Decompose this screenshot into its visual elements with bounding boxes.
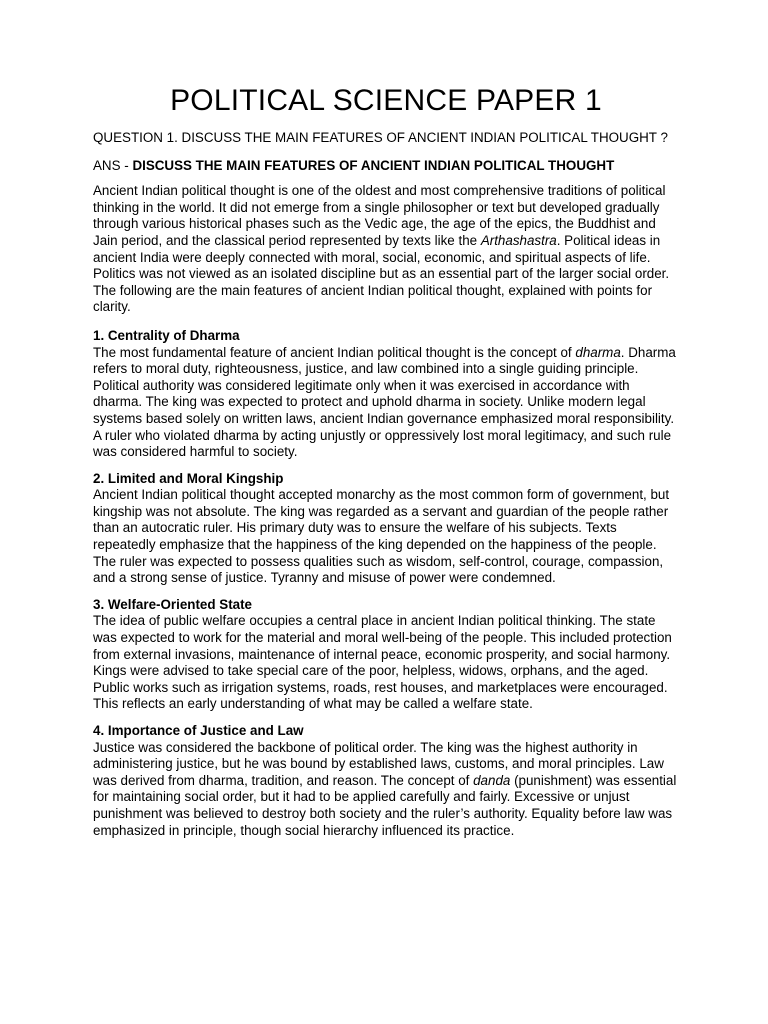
section-heading: 2. Limited and Moral Kingship: [93, 470, 284, 486]
section-body: [93, 740, 679, 840]
answer-prefix: ANS -: [93, 157, 133, 173]
page-title: POLITICAL SCIENCE PAPER 1: [170, 84, 602, 117]
answer-heading-line: [93, 158, 679, 175]
section-kingship: [93, 471, 679, 587]
section-heading: 1. Centrality of Dharma: [93, 327, 240, 343]
document-page: [93, 84, 679, 849]
intro-italic-term: Arthashastra: [480, 232, 557, 248]
section-welfare-state: [93, 597, 679, 713]
section-text-part2: (punishment) was essential for maintaining social order, but it had to be applied carefully and fairly. Excessive or unjust punishment was believed to destroy both society and the ruler’s authority. Equality before law was emphasized in principle, though social hierarchy influenced its practice.: [93, 772, 677, 838]
section-text-part1: The most fundamental feature of ancient Indian political thought is the concept of: [93, 344, 576, 360]
intro-text-part2: . Political ideas in ancient India were deeply connected with moral, social, economic, and spiritual aspects of life. Politics was not viewed as an isolated discipline but as an essential part of the larger social order. The following are the main features of ancient Indian political thought, explained with points for clarity.: [93, 232, 670, 315]
intro-text-part1: Ancient Indian political thought is one of the oldest and most comprehensive traditions of political thinking in the world. It did not emerge from a single philosopher or text but developed gradually through various historical phases such as the Vedic age, the age of the epics, the Buddhist and Jain period, and the classical period represented by texts like the: [93, 183, 666, 248]
section-justice-law: [93, 723, 679, 839]
question-text: QUESTION 1. DISCUSS THE MAIN FEATURES OF ANCIENT INDIAN POLITICAL THOUGHT ?: [93, 130, 668, 145]
section-body: Ancient Indian political thought accepted monarchy as the most common form of government, but kingship was not absolute. The king was regarded as a servant and guardian of the people rather than an autocratic ruler. His primary duty was to ensure the welfare of his subjects. Texts repeatedly emphasize that the happiness of the king depended on the happiness of the people. The ruler was expected to possess qualities such as wisdom, self-control, courage, compassion, and a strong sense of justice. Tyranny and misuse of power were condemned.: [93, 487, 670, 586]
section-heading: 3. Welfare-Oriented State: [93, 596, 253, 612]
answer-heading: DISCUSS THE MAIN FEATURES OF ANCIENT INDIAN POLITICAL THOUGHT: [132, 157, 615, 173]
section-heading: 4. Importance of Justice and Law: [93, 723, 304, 738]
section-body: [93, 345, 679, 461]
intro-paragraph: [93, 183, 679, 316]
section-italic-term: dharma: [575, 344, 621, 360]
section-text-part1: Justice was considered the backbone of political order. The king was the highest authority in administering justice, but he was bound by established laws, customs, and moral principles. Law was derived from dharma, tradition, and reason. The concept of: [93, 739, 664, 788]
section-text-part2: . Dharma refers to moral duty, righteousness, justice, and law combined into a single guiding principle. Political authority was considered legitimate only when it was exercised in accordance with dharma. The king was expected to protect and uphold dharma in society. Unlike modern legal systems based solely on written laws, ancient Indian governance emphasized moral responsibility. A ruler who violated dharma by acting unjustly or oppressively lost moral legitimacy, and such rule was considered harmful to society.: [93, 344, 676, 460]
section-italic-term: danda: [473, 772, 511, 788]
section-dharma: [93, 328, 679, 461]
section-body: The idea of public welfare occupies a central place in ancient Indian political thinking. The state was expected to work for the material and moral well-being of the people. This included protection from external invasions, maintenance of internal peace, economic prosperity, and social harmony. Kings were advised to take special care of the poor, helpless, widows, orphans, and the aged. Public works such as irrigation systems, roads, rest houses, and marketplaces were encouraged. This reflects an early understanding of what may be called a welfare state.: [93, 613, 672, 712]
